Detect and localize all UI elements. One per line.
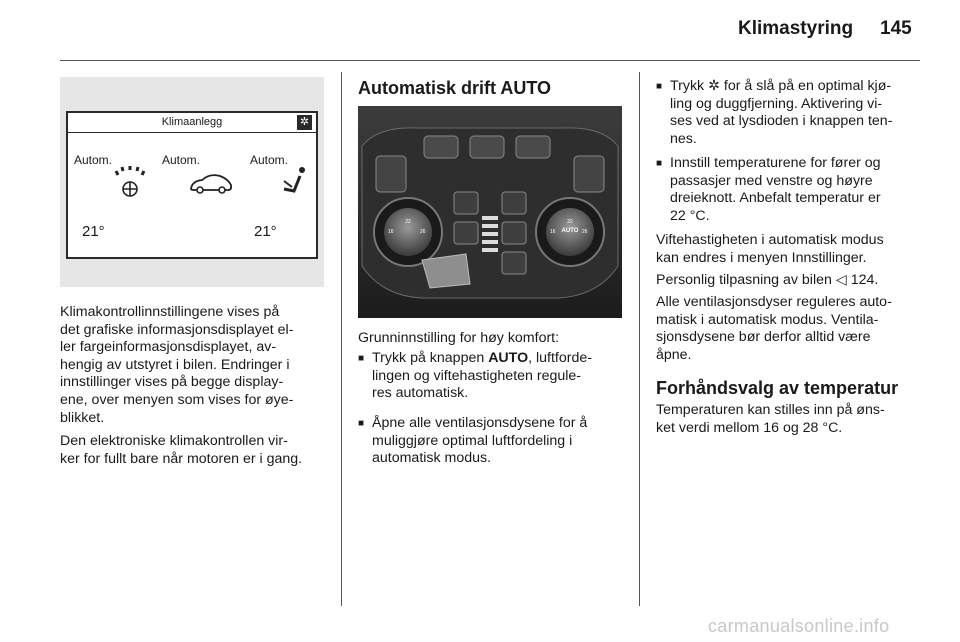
- climate-display-screen: [66, 111, 318, 259]
- column-divider-1: [341, 72, 342, 606]
- text-line: ses ved at lysdioden i knappen ten-: [670, 113, 893, 130]
- col2-intro: Grunninnstilling for høy komfort:: [358, 330, 560, 346]
- text-line: automatisk modus.: [372, 450, 492, 467]
- col3-paragraph-2: [656, 272, 878, 290]
- text-line: res automatisk.: [372, 385, 469, 402]
- text-line: sjonsdysene bør derfor alltid være: [656, 329, 871, 346]
- display-title-bar: [68, 113, 316, 133]
- temperature-right: 21°: [254, 223, 277, 240]
- text-line: Temperaturen kan stilles inn på øns-: [656, 402, 885, 418]
- auto-keyword: AUTO: [488, 350, 529, 366]
- right-knob-scale-high: 26: [582, 229, 588, 235]
- text-line: ler fargeinformasjonsdisplayet, av-: [60, 339, 277, 356]
- section-heading-auto: Automatisk drift AUTO: [358, 78, 552, 98]
- temperature-left: 21°: [82, 223, 105, 240]
- chapter-title: Klimastyring: [738, 18, 854, 39]
- text-line: lingen og viftehastigheten regule-: [372, 367, 582, 384]
- watermark: carmanualsonline.info: [708, 616, 890, 636]
- defrost-button-icon: ✲: [708, 78, 720, 94]
- column-divider-2: [639, 72, 640, 606]
- left-knob-scale-low: 16: [388, 229, 394, 235]
- text-line: muliggjøre optimal luftfordeling i: [372, 432, 573, 449]
- text-line: [670, 78, 892, 96]
- text-line: matisk i automatisk modus. Ventila-: [656, 311, 879, 328]
- control-panel-photo: [358, 106, 622, 318]
- text-line: ket verdi mellom 16 og 28 °C.: [656, 419, 843, 436]
- auto-knob-label: AUTO: [561, 228, 579, 234]
- left-knob-scale-top: 22: [405, 219, 411, 225]
- right-knob-scale-top: 22: [567, 219, 573, 225]
- text-line: passasjer med venstre og høyre: [670, 172, 873, 189]
- bullet-square-icon: ■: [656, 158, 663, 169]
- bullet-square-icon: ■: [358, 353, 365, 364]
- text-run: , luftforde-: [528, 350, 592, 366]
- text-line: Åpne alle ventilasjonsdysene for å: [372, 415, 588, 431]
- bullet-square-icon: ■: [358, 418, 365, 429]
- col3-paragraph-4: [656, 402, 885, 437]
- col1-paragraph-2: [60, 433, 302, 468]
- text-line: blikket.: [60, 409, 105, 426]
- text-run: Trykk: [670, 78, 709, 94]
- car-air-distribution-icon: [188, 171, 234, 197]
- page-reference-arrow-icon: ◁: [835, 272, 851, 288]
- mode-label-center: Autom.: [162, 153, 201, 167]
- text-line: innstillinger vises på begge display-: [60, 374, 284, 391]
- text-line: åpne.: [656, 346, 692, 363]
- section-heading-temperature: Forhåndsvalg av temperatur: [656, 378, 899, 398]
- text-line: dreieknott. Anbefalt temperatur er: [670, 190, 881, 207]
- col3-paragraph-1: [656, 232, 884, 267]
- text-line: nes.: [670, 130, 697, 147]
- text-run: for å slå på en optimal kjø-: [719, 78, 892, 94]
- left-knob-scale-high: 26: [420, 229, 426, 235]
- page-number: 145: [880, 18, 912, 39]
- text-line: 22 °C.: [670, 207, 710, 224]
- text-line: Klimakontrollinnstillingene vises på: [60, 304, 280, 320]
- col1-paragraph-1: [60, 304, 293, 427]
- right-knob-scale-low: 16: [550, 229, 556, 235]
- seat-airflow-icon: [280, 165, 310, 201]
- text-run: Trykk på knappen: [372, 350, 489, 366]
- text-line: Viftehastigheten i automatisk modus: [656, 232, 884, 248]
- climate-display-figure: [60, 77, 324, 287]
- climate-control-panel-figure: [358, 106, 622, 318]
- header-divider: [60, 60, 920, 61]
- mode-label-right: Autom.: [250, 153, 289, 167]
- text-line: Innstill temperaturene for fører og: [670, 155, 881, 171]
- col3-paragraph-3: [656, 294, 892, 364]
- text-line: ling og duggfjerning. Aktivering vi-: [670, 95, 883, 112]
- text-line: [372, 350, 592, 368]
- settings-icon: ✲: [297, 115, 312, 130]
- text-line: kan endres i menyen Innstillinger.: [656, 249, 867, 266]
- text-line: ene, over menyen som vises for øye-: [60, 391, 294, 408]
- text-line: det grafiske informasjonsdisplayet el-: [60, 321, 294, 338]
- text-line: Den elektroniske klimakontrollen vir-: [60, 433, 288, 449]
- text-line: hengig av utstyret i bilen. Endringer i: [60, 356, 290, 373]
- text-line: Alle ventilasjonsdyser reguleres auto-: [656, 294, 892, 310]
- fan-speed-icon: [110, 165, 150, 201]
- text-line: ker for fullt bare når motoren er i gang.: [60, 450, 303, 467]
- mode-label-left: Autom.: [74, 153, 113, 167]
- bullet-square-icon: ■: [656, 81, 663, 92]
- display-title: Klimaanlegg: [161, 116, 223, 128]
- text-run: Personlig tilpasning av bilen: [656, 272, 836, 288]
- page-reference[interactable]: 124.: [850, 272, 879, 288]
